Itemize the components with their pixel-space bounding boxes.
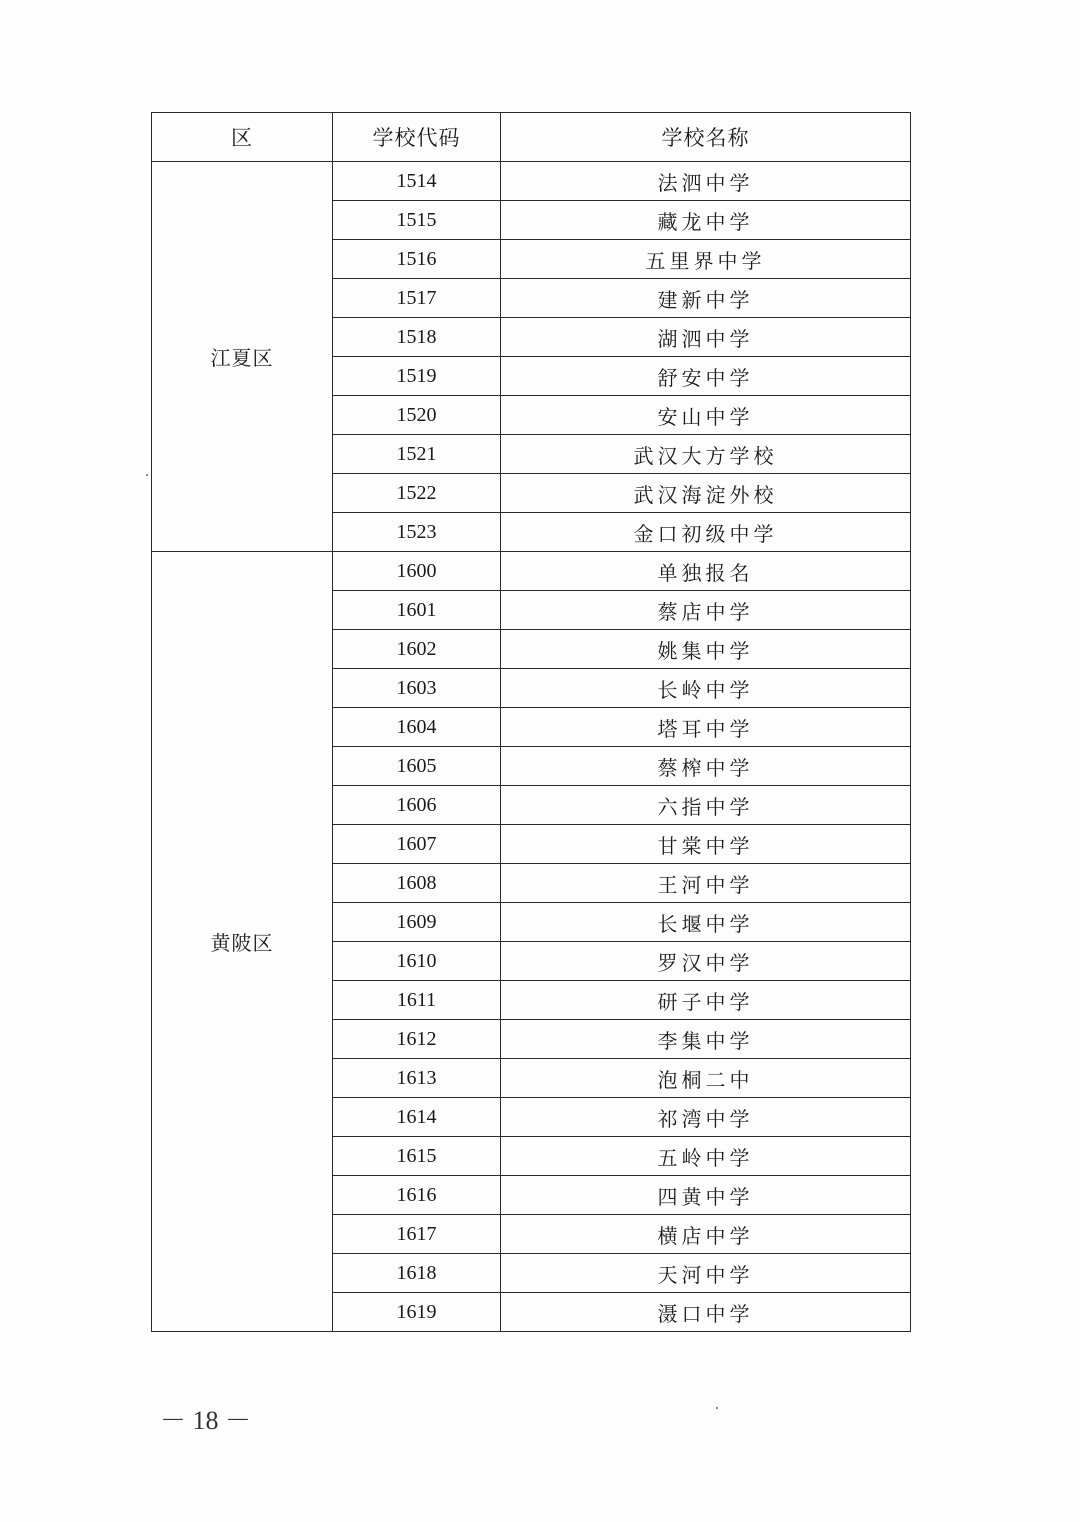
- school-code-cell: 1520: [333, 396, 501, 435]
- school-code-cell: 1514: [333, 162, 501, 201]
- school-code-cell: 1613: [333, 1059, 501, 1098]
- school-code-cell: 1519: [333, 357, 501, 396]
- school-name-cell: 横店中学: [501, 1215, 911, 1254]
- school-name-cell: 建新中学: [501, 279, 911, 318]
- school-name-cell: 藏龙中学: [501, 201, 911, 240]
- school-name-cell: 李集中学: [501, 1020, 911, 1059]
- school-name-cell: 武汉大方学校: [501, 435, 911, 474]
- school-code-cell: 1619: [333, 1293, 501, 1332]
- school-code-cell: 1516: [333, 240, 501, 279]
- header-school-name: 学校名称: [501, 113, 911, 162]
- school-code-cell: 1518: [333, 318, 501, 357]
- school-code-cell: 1605: [333, 747, 501, 786]
- school-code-cell: 1604: [333, 708, 501, 747]
- school-code-cell: 1523: [333, 513, 501, 552]
- header-school-code: 学校代码: [333, 113, 501, 162]
- school-name-cell: 四黄中学: [501, 1176, 911, 1215]
- school-name-cell: 武汉海淀外校: [501, 474, 911, 513]
- school-code-cell: 1601: [333, 591, 501, 630]
- school-code-cell: 1612: [333, 1020, 501, 1059]
- school-code-cell: 1517: [333, 279, 501, 318]
- school-code-cell: 1602: [333, 630, 501, 669]
- school-code-cell: 1616: [333, 1176, 501, 1215]
- school-code-cell: 1600: [333, 552, 501, 591]
- school-name-cell: 王河中学: [501, 864, 911, 903]
- header-district: 区: [152, 113, 333, 162]
- district-cell: 江夏区: [152, 162, 333, 552]
- table-header-row: [152, 113, 911, 162]
- school-code-cell: 1603: [333, 669, 501, 708]
- school-code-cell: 1608: [333, 864, 501, 903]
- school-name-cell: 金口初级中学: [501, 513, 911, 552]
- school-name-cell: 姚集中学: [501, 630, 911, 669]
- school-name-cell: 甘棠中学: [501, 825, 911, 864]
- district-cell: 黄陂区: [152, 552, 333, 1332]
- school-code-table: [151, 112, 911, 1332]
- school-name-cell: 五里界中学: [501, 240, 911, 279]
- school-code-cell: 1521: [333, 435, 501, 474]
- school-code-cell: 1611: [333, 981, 501, 1020]
- table-row: [152, 552, 911, 591]
- school-code-cell: 1606: [333, 786, 501, 825]
- school-name-cell: 研子中学: [501, 981, 911, 1020]
- school-code-cell: 1515: [333, 201, 501, 240]
- school-code-cell: 1610: [333, 942, 501, 981]
- school-name-cell: 湖泗中学: [501, 318, 911, 357]
- school-name-cell: 安山中学: [501, 396, 911, 435]
- school-name-cell: 罗汉中学: [501, 942, 911, 981]
- school-name-cell: 祁湾中学: [501, 1098, 911, 1137]
- school-code-cell: 1607: [333, 825, 501, 864]
- school-code-cell: 1615: [333, 1137, 501, 1176]
- school-name-cell: 泡桐二中: [501, 1059, 911, 1098]
- school-name-cell: 长堰中学: [501, 903, 911, 942]
- school-name-cell: 舒安中学: [501, 357, 911, 396]
- school-code-cell: 1618: [333, 1254, 501, 1293]
- school-code-cell: 1617: [333, 1215, 501, 1254]
- school-name-cell: 单独报名: [501, 552, 911, 591]
- scan-speck: [716, 1407, 718, 1409]
- school-name-cell: 塔耳中学: [501, 708, 911, 747]
- school-name-cell: 长岭中学: [501, 669, 911, 708]
- school-code-cell: 1522: [333, 474, 501, 513]
- scan-speck: [146, 474, 148, 476]
- table-body: [152, 162, 911, 1332]
- school-name-cell: 滠口中学: [501, 1293, 911, 1332]
- school-name-cell: 蔡店中学: [501, 591, 911, 630]
- school-name-cell: 六指中学: [501, 786, 911, 825]
- school-name-cell: 五岭中学: [501, 1137, 911, 1176]
- table-row: [152, 162, 911, 201]
- school-name-cell: 蔡榨中学: [501, 747, 911, 786]
- school-name-cell: 天河中学: [501, 1254, 911, 1293]
- school-code-cell: 1614: [333, 1098, 501, 1137]
- school-code-cell: 1609: [333, 903, 501, 942]
- page-number: － 18 －: [160, 1406, 252, 1435]
- school-name-cell: 法泗中学: [501, 162, 911, 201]
